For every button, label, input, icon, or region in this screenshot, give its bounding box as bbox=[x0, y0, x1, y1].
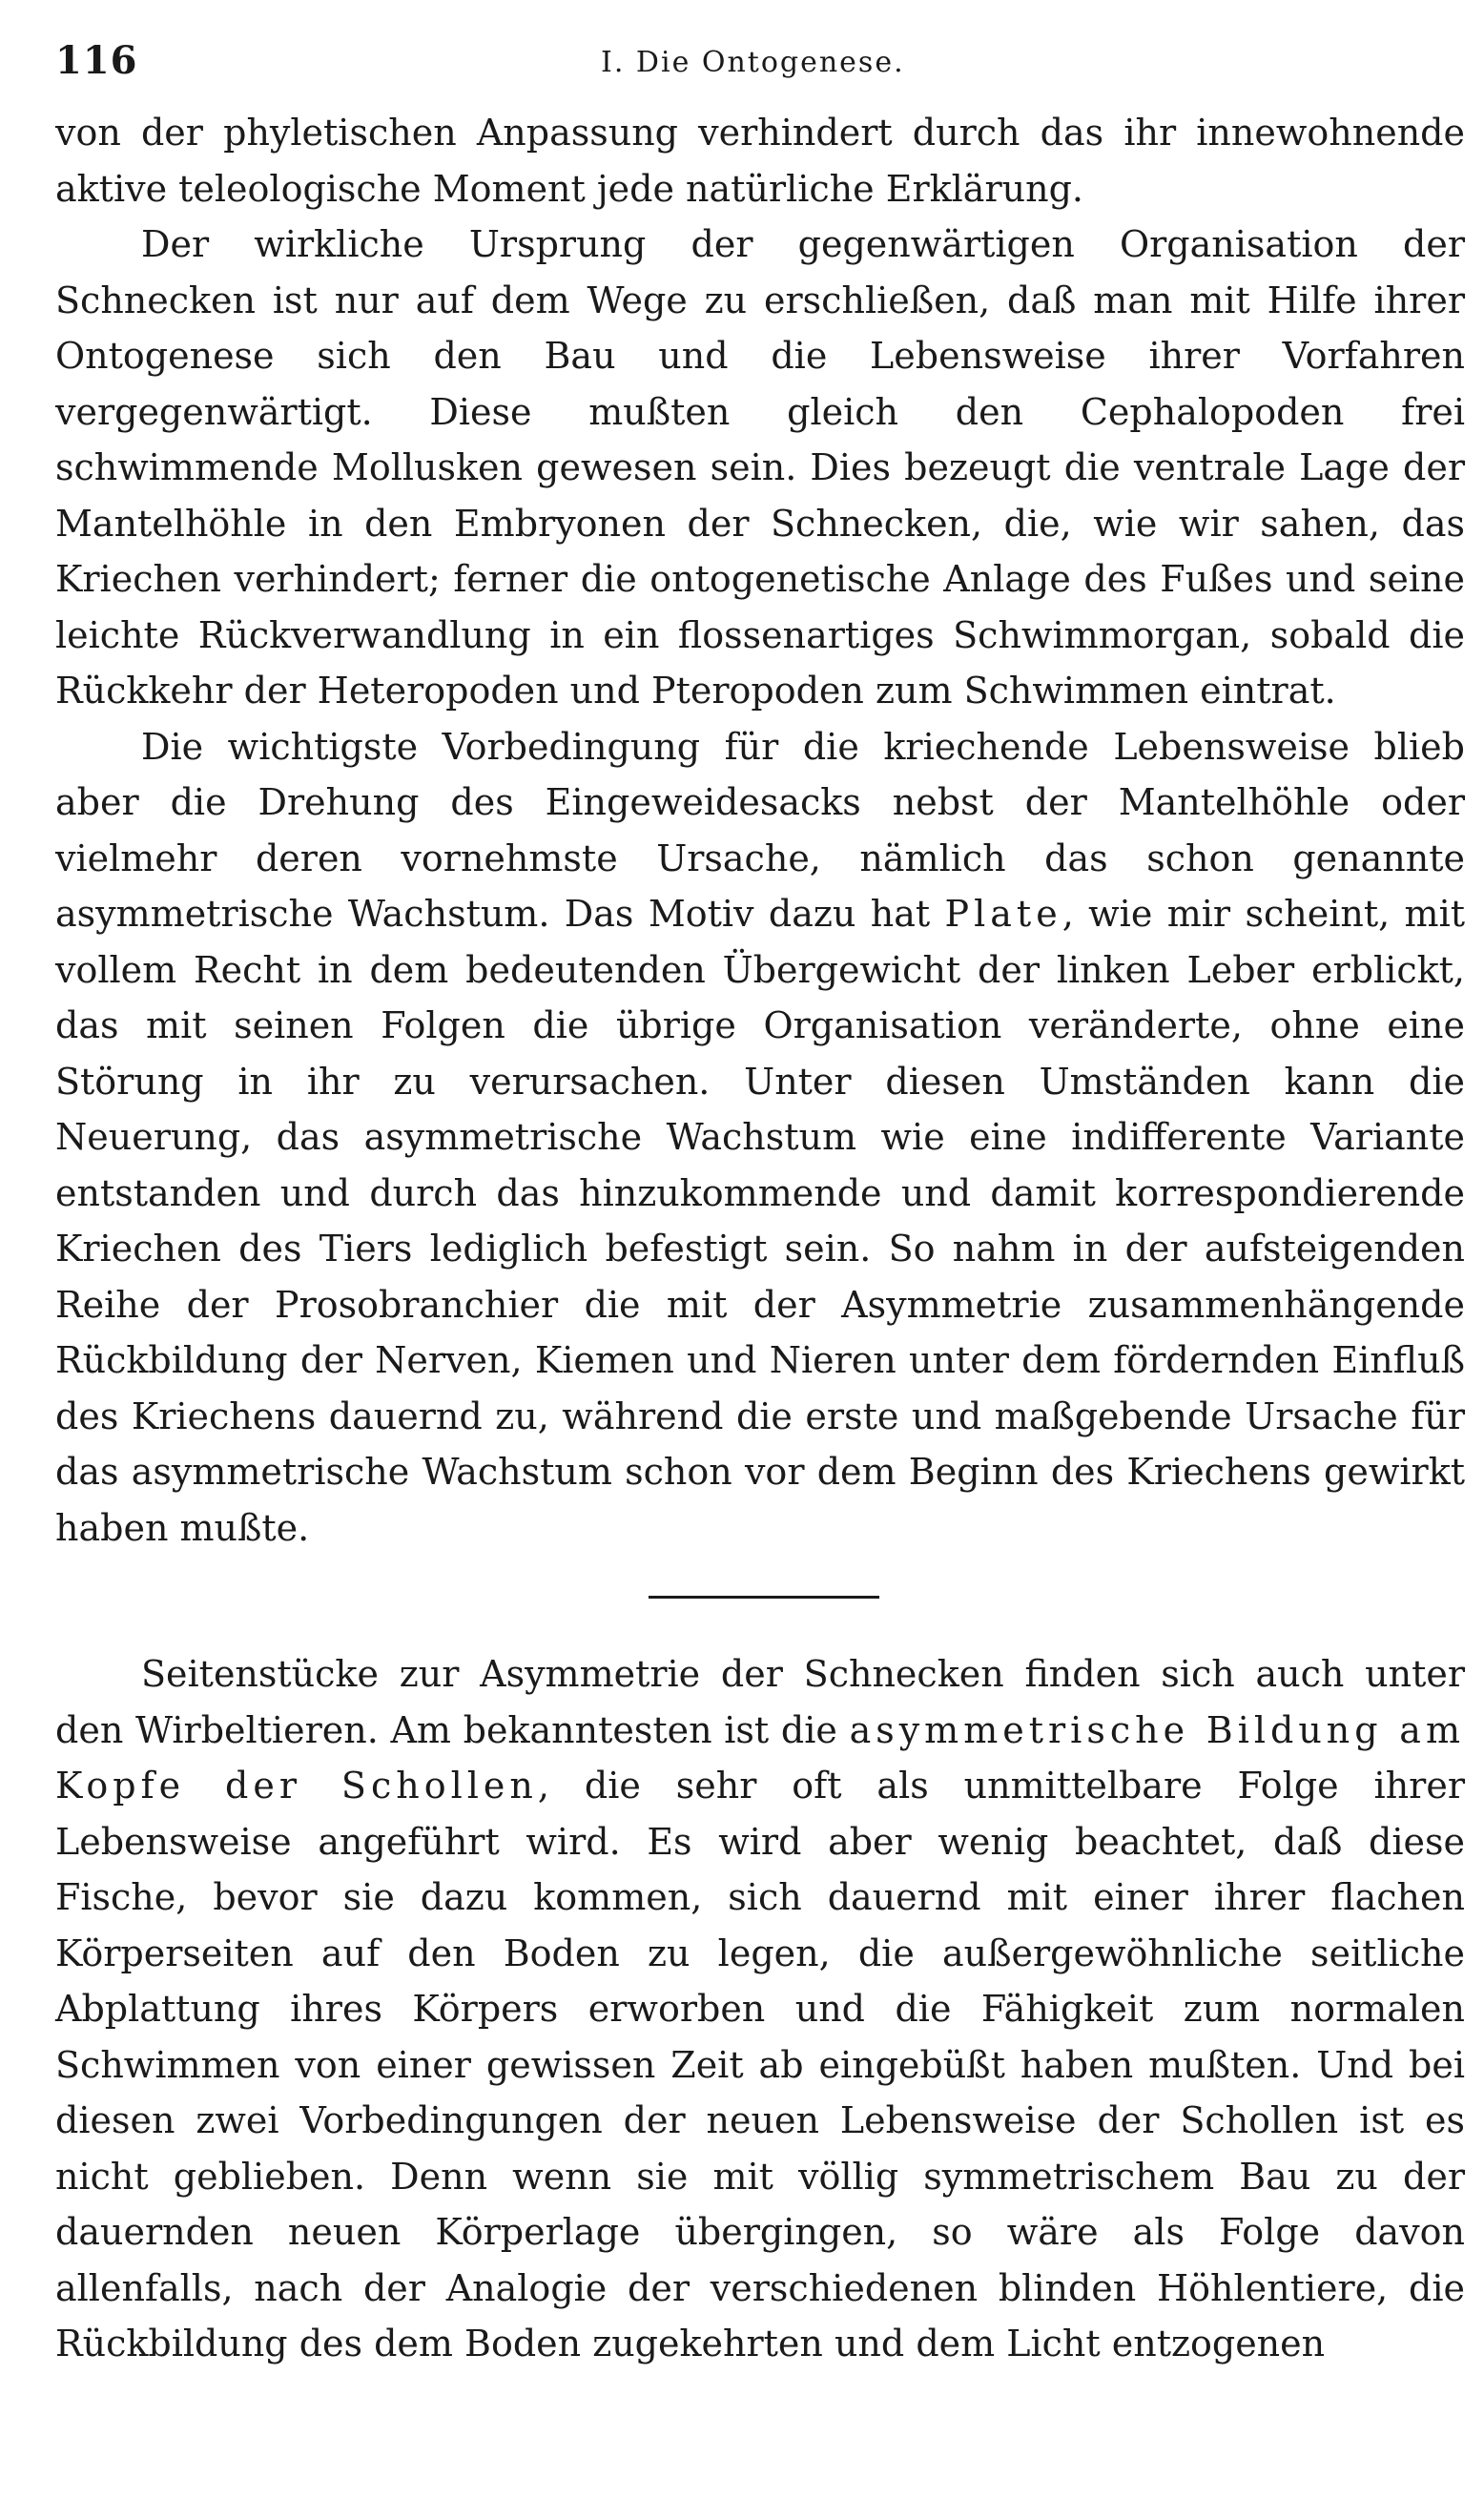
author-name-plate: Plate bbox=[944, 893, 1062, 935]
chapter-title: I. Die Ontogenese. bbox=[601, 46, 905, 79]
paragraph-2: Der wirkliche Ursprung der gegenwärtigen Organisation der Schnecken ist nur auf dem Wege zu erschließen, daß man mit Hilfe ihrer Ontogenese sich den Bau und die Lebensweise ihrer Vorfahren vergegenwärtigt. Diese mußten gleich den Cephalopoden frei schwimmende Mollusken gewesen sein. Dies bezeugt die ventrale Lage der Mantelhöhle in den Embryonen der Schnecken, die, wie wir sahen, das Kriechen verhindert; ferner die ontogenetische Anlage des Fußes und seine leichte Rückverwandlung in ein flossenartiges Schwimmorgan, sobald die Rückkehr der Heteropoden und Pteropoden zum Schwimmen eintrat. bbox=[55, 223, 1465, 712]
emphasis-asymmetrische-bildung: asymmetrische Bildung am Kopfe der Schollen bbox=[55, 1708, 1465, 1807]
paragraph-3 bbox=[55, 719, 1465, 1557]
paragraph-3-part-b: , wie mir scheint, mit vollem Recht in dem bedeutenden Übergewicht der linken Leber erblickt, das mit seinen Folgen die übrige Organisation veränderte, ohne eine Störung in ihr zu verursachen. Unter diesen Umständen kann die Neuerung, das asymmetrische Wachstum wie eine indifferente Variante entstanden und durch das hinzukommende und damit korrespondierende Kriechen des Tiers lediglich befestigt sein. So nahm in der aufsteigenden Reihe der Prosobranchier die mit der Asymmetrie zusammenhängende Rückbildung der Nerven, Kiemen und Nieren unter dem fördernden Einfluß des Kriechens dauernd zu, während die erste und maßgebende Ursache für das asymmetrische Wachstum schon vor dem Beginn des Kriechens gewirkt haben mußte. bbox=[55, 893, 1466, 1549]
paragraph-4 bbox=[55, 1646, 1465, 2372]
paragraph-1: von der phyletischen Anpassung verhindert durch das ihr innewohnende aktive teleologische Moment jede natürliche Erklärung. bbox=[55, 112, 1465, 210]
paragraph-4-part-b: , die sehr oft als unmittelbare Folge ihrer Lebensweise angeführt wird. Es wird aber wenig beachtet, daß diese Fische, bevor sie dazu kommen, sich dauernd mit einer ihrer flachen Körperseiten auf den Boden zu legen, die außergewöhnliche seitliche Abplattung ihres Körpers erworben und die Fähigkeit zum normalen Schwimmen von einer gewissen Zeit ab eingebüßt haben mußten. Und bei diesen zwei Vorbedingungen der neuen Lebensweise der Schollen ist es nicht geblieben. Denn wenn sie mit völlig symmetrischem Bau zu der dauernden neuen Körperlage übergingen, so wäre als Folge davon allenfalls, nach der Analogie der verschiedenen blinden Höhlentiere, die Rückbildung des dem Boden zugekehrten und dem Licht entzogenen bbox=[55, 1765, 1465, 2365]
paragraph-4-part-a: Seitenstücke zur Asymmetrie der Schnecken finden sich auch unter den Wirbeltieren. Am bekanntesten ist die bbox=[55, 1653, 1465, 1751]
page-number: 116 bbox=[55, 38, 138, 83]
document-page bbox=[55, 38, 1465, 2372]
body-text bbox=[55, 105, 1465, 2372]
running-head bbox=[55, 38, 1465, 105]
section-divider bbox=[649, 1596, 879, 1599]
paragraph-3-part-a: Die wichtigste Vorbedingung für die kriechende Lebensweise blieb aber die Drehung des Eingeweidesacks nebst der Mantelhöhle oder vielmehr deren vornehmste Ursache, nämlich das schon genannte asymmetrische Wachstum. Das Motiv dazu hat bbox=[55, 725, 1465, 935]
